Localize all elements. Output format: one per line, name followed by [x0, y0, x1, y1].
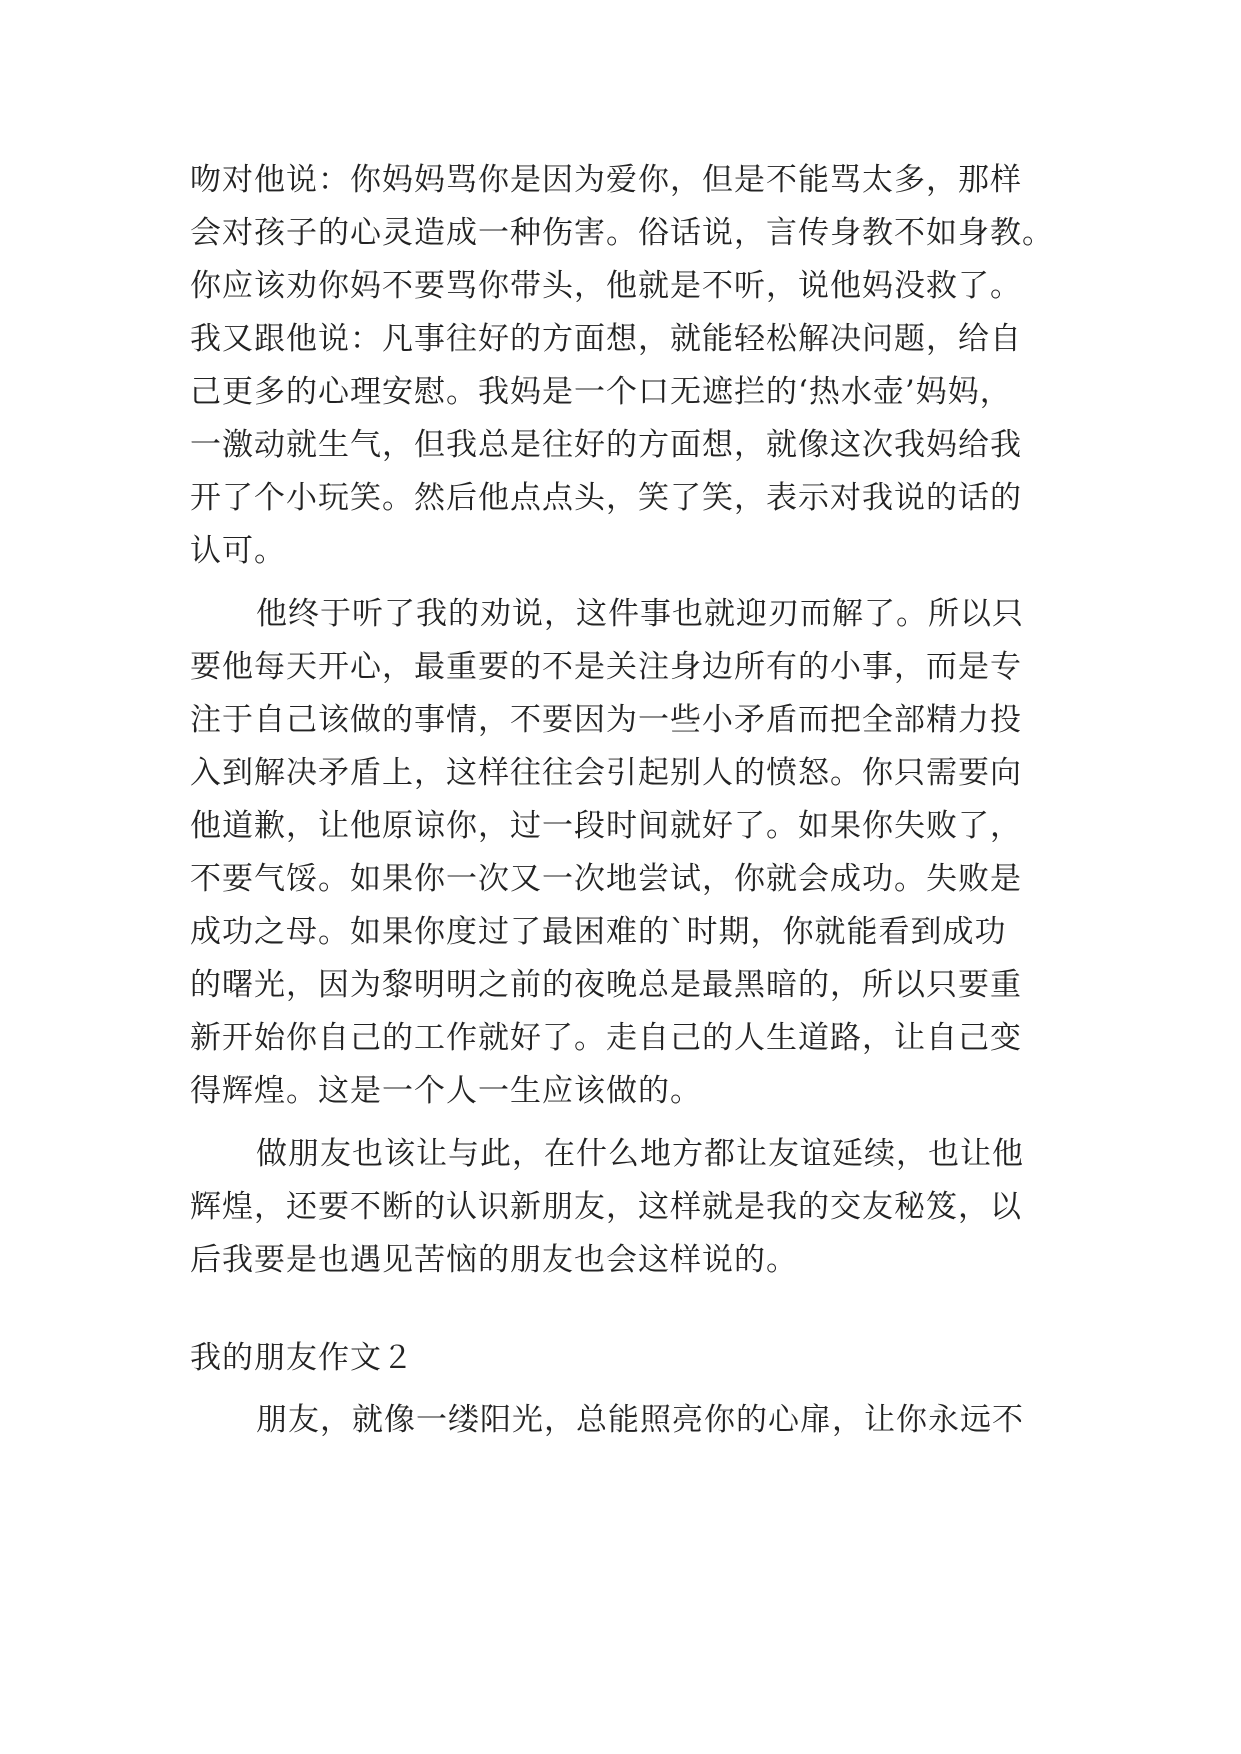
text-line: 己更多的心理安慰。我妈是一个口无遮拦的‘热水壶’妈妈，	[190, 374, 1012, 410]
text-line: 吻对他说：你妈妈骂你是因为爱你，但是不能骂太多，那样	[190, 162, 1022, 198]
text-line: 的曙光，因为黎明明之前的夜晚总是最黑暗的，所以只要重	[190, 967, 1022, 1003]
text-line: 辉煌，还要不断的认识新朋友，这样就是我的交友秘笈，以	[190, 1189, 1022, 1225]
text-line: 不要气馁。如果你一次又一次地尝试，你就会成功。失败是	[190, 861, 1022, 897]
text-line: 你应该劝你妈不要骂你带头，他就是不听，说他妈没救了。	[190, 268, 1022, 304]
text-line: 成功之母。如果你度过了最困难的`时期，你就能看到成功	[190, 914, 1007, 950]
paragraph-first-line: 朋友，就像一缕阳光，总能照亮你的心扉，让你永远不	[256, 1402, 1024, 1438]
text-line: 入到解决矛盾上，这样往往会引起别人的愤怒。你只需要向	[190, 755, 1022, 791]
text-line: 我又跟他说：凡事往好的方面想，就能轻松解决问题，给自	[190, 321, 1022, 357]
text-line: 后我要是也遇见苦恼的朋友也会这样说的。	[190, 1242, 798, 1278]
text-line: 一激动就生气，但我总是往好的方面想，就像这次我妈给我	[190, 427, 1022, 463]
section-heading: 我的朋友作文２	[190, 1340, 414, 1376]
paragraph-first-line: 他终于听了我的劝说，这件事也就迎刃而解了。所以只	[256, 596, 1024, 632]
text-line: 新开始你自己的工作就好了。走自己的人生道路，让自己变	[190, 1020, 1022, 1056]
text-line: 得辉煌。这是一个人一生应该做的。	[190, 1073, 702, 1109]
text-line: 会对孩子的心灵造成一种伤害。俗话说，言传身教不如身教。	[190, 215, 1054, 251]
text-line: 要他每天开心，最重要的不是关注身边所有的小事，而是专	[190, 649, 1022, 685]
text-line: 他道歉，让他原谅你，过一段时间就好了。如果你失败了，	[190, 808, 1022, 844]
text-line: 注于自己该做的事情，不要因为一些小矛盾而把全部精力投	[190, 702, 1022, 738]
text-line: 认可。	[190, 533, 286, 569]
paragraph-first-line: 做朋友也该让与此，在什么地方都让友谊延续，也让他	[256, 1136, 1024, 1172]
text-line: 开了个小玩笑。然后他点点头，笑了笑，表示对我说的话的	[190, 480, 1022, 516]
